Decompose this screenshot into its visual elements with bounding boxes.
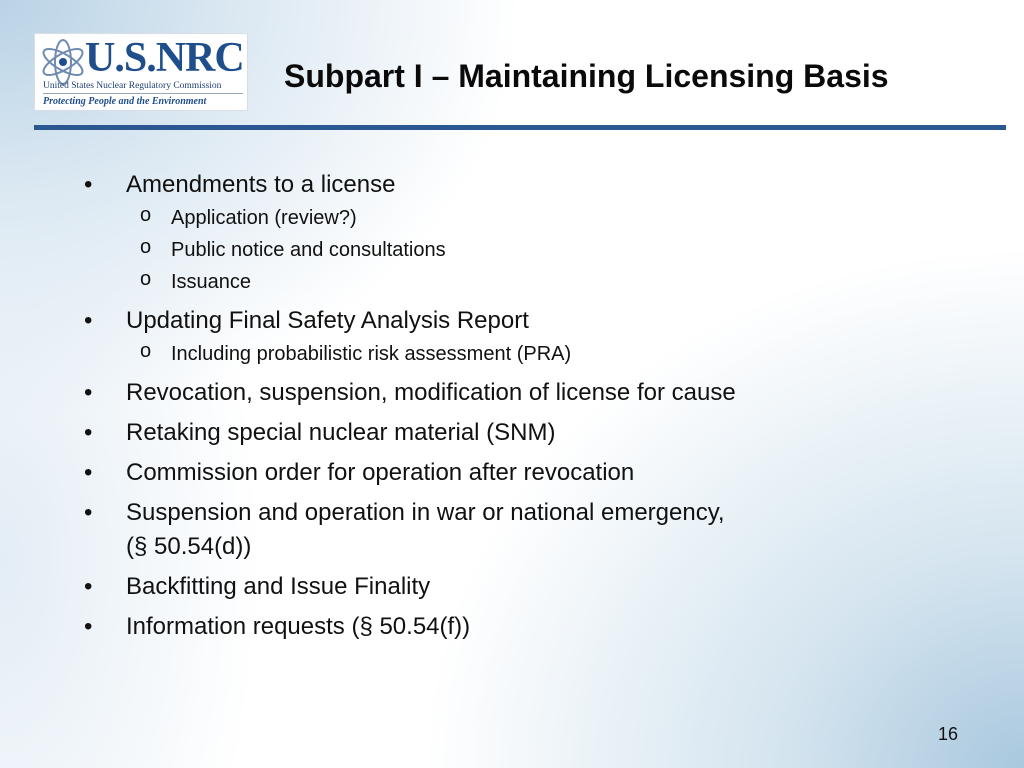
bullet-text-continuation: (§ 50.54(d)) xyxy=(126,533,252,560)
bullet-marker: • xyxy=(84,613,93,640)
slide-title: Subpart I – Maintaining Licensing Basis xyxy=(284,58,889,94)
bullet-text: Revocation, suspension, modification of license for cause xyxy=(126,379,736,406)
title-divider xyxy=(34,125,1006,130)
bullet-item xyxy=(84,610,984,644)
page-number: 16 xyxy=(938,724,959,744)
logo-abbreviation: U.S.NRC xyxy=(85,35,244,81)
sub-bullet-text: Issuance xyxy=(171,271,252,293)
bullet-item xyxy=(84,570,984,604)
bullet-marker: • xyxy=(84,419,93,446)
sub-bullet-marker: o xyxy=(140,268,152,290)
bullet-marker: • xyxy=(84,459,93,486)
bullet-item xyxy=(84,456,984,490)
sub-bullet-text: Public notice and consultations xyxy=(171,239,446,261)
bullet-text: Backfitting and Issue Finality xyxy=(126,573,431,600)
bullet-marker: • xyxy=(84,379,93,406)
bullet-item xyxy=(84,168,984,202)
bullet-text: Updating Final Safety Analysis Report xyxy=(126,307,529,334)
sub-bullet-item xyxy=(84,340,984,368)
sub-bullet-text: Application (review?) xyxy=(171,207,357,229)
nrc-logo xyxy=(34,33,248,111)
sub-bullet-marker: o xyxy=(140,340,152,362)
logo-tagline: Protecting People and the Environment xyxy=(43,96,207,107)
sub-bullet-marker: o xyxy=(140,236,152,258)
sub-bullet-marker: o xyxy=(140,204,152,226)
bullet-marker: • xyxy=(84,307,93,334)
logo-divider xyxy=(43,93,243,94)
bullet-text: Suspension and operation in war or national emergency, xyxy=(126,499,725,526)
logo-full-name: United States Nuclear Regulatory Commission xyxy=(43,81,222,91)
bullet-list xyxy=(84,168,984,650)
sub-bullet-item xyxy=(84,236,984,264)
bullet-marker: • xyxy=(84,171,93,198)
bullet-text: Information requests (§ 50.54(f)) xyxy=(126,613,471,640)
sub-bullet-text: Including probabilistic risk assessment (PRA) xyxy=(171,343,572,365)
bullet-text: Commission order for operation after revocation xyxy=(126,459,635,486)
sub-bullet-item xyxy=(84,204,984,232)
bullet-marker: • xyxy=(84,573,93,600)
bullet-marker: • xyxy=(84,499,93,526)
bullet-item xyxy=(84,376,984,410)
bullet-item xyxy=(84,304,984,338)
sub-bullet-item xyxy=(84,268,984,296)
bullet-item xyxy=(84,496,984,564)
bullet-text: Retaking special nuclear material (SNM) xyxy=(126,419,556,446)
bullet-item xyxy=(84,416,984,450)
bullet-text: Amendments to a license xyxy=(126,171,396,198)
